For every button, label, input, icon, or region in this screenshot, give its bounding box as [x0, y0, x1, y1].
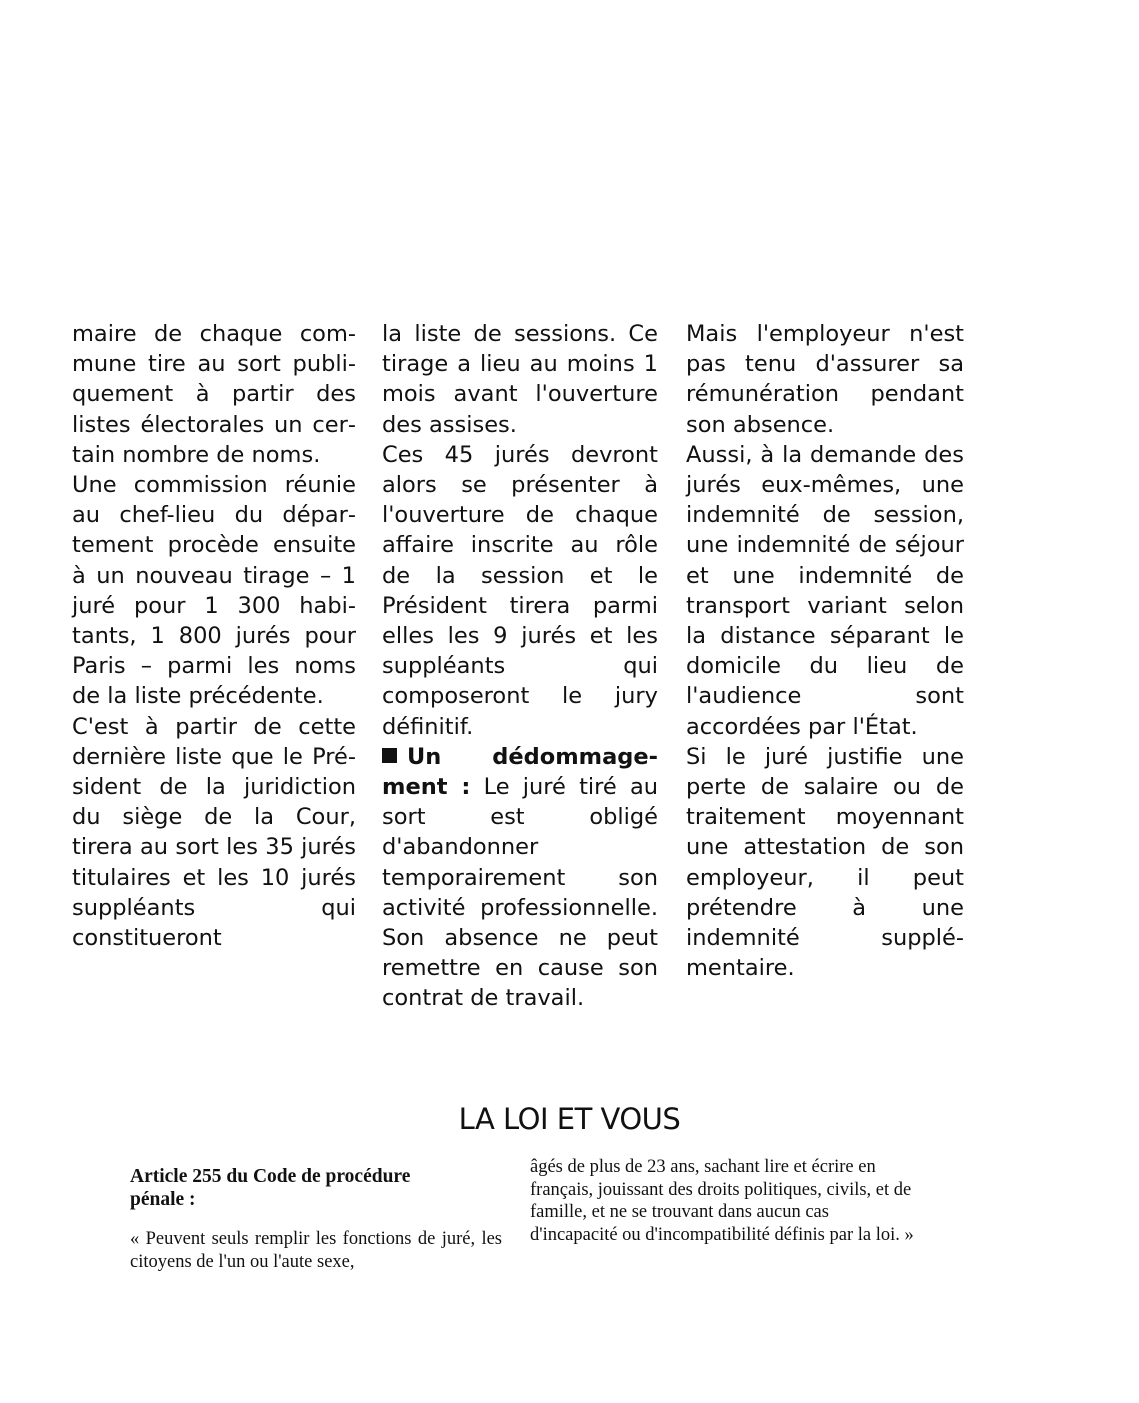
law-column-right	[530, 1156, 920, 1246]
article-column-3	[686, 319, 964, 983]
article-column-2	[382, 319, 658, 1014]
section-text: Le juré tiré au sort est obligé d'abandonner temporairement son activité professionnelle. Son absence ne peut remettre en cause son contrat de travail.	[382, 774, 658, 1012]
paragraph: Mais l'employeur n'est pas tenu d'assurer sa rémunération pendant son absence.	[686, 321, 964, 438]
section-paragraph	[382, 742, 658, 1014]
article-column-1	[72, 319, 356, 953]
law-quote-end: âgés de plus de 23 ans, sachant lire et écrire en français, jouissant des droits politiques, civils, et de famille, et ne se trouvant dans aucun cas d'incapacité ou d'incompatibilité définis par la loi. »	[530, 1157, 914, 1245]
paragraph: C'est à partir de cette dernière liste que le Président de la juridiction du siège de la Cour, tirera au sort les 35 jurés titulaires et les 10 jurés suppléants qui constitueront	[72, 713, 356, 952]
paragraph: Si le juré justifie une perte de salaire ou de traitement moyennant une attestation de son employeur, il peut prétendre à une indemnité supplémentaire.	[686, 743, 964, 982]
paragraph: maire de chaque commune tire au sort publiquement à partir des listes électorales un certain nombre de noms.	[72, 321, 356, 468]
law-section-title: LA LOI ET VOUS	[458, 1102, 681, 1136]
paragraph: Une commission réunie au chef-lieu du département procède ensuite à un nouveau tirage – 1 juré pour 1 300 habitants, 1 800 jurés pour Paris – parmi les noms de la liste précédente.	[72, 472, 356, 710]
paragraph: Aussi, à la demande des jurés eux-mêmes, une indemnité de session, une indemnité de séjour et une indemnité de transport variant selon la distance séparant le domicile du lieu de l'audience sont accordées par l'État.	[686, 441, 964, 740]
section-heading: Un dédommagement :	[382, 743, 658, 801]
law-article-heading: Article 255 du Code de procédure pénale :	[130, 1166, 411, 1210]
paragraph: Ces 45 jurés devront alors se présenter à l'ouverture de chaque affaire inscrite au rôle de la session et le Président tirera parmi elles les 9 jurés et les suppléants qui composeront le jury définitif.	[382, 441, 658, 740]
law-column-left	[130, 1165, 502, 1273]
paragraph: la liste de sessions. Ce tirage a lieu au moins 1 mois avant l'ouverture des assises.	[382, 321, 658, 438]
law-quote-start: « Peuvent seuls remplir les fonctions de juré, les citoyens de l'un ou l'aute sexe,	[130, 1229, 502, 1272]
square-bullet-icon	[382, 748, 397, 763]
